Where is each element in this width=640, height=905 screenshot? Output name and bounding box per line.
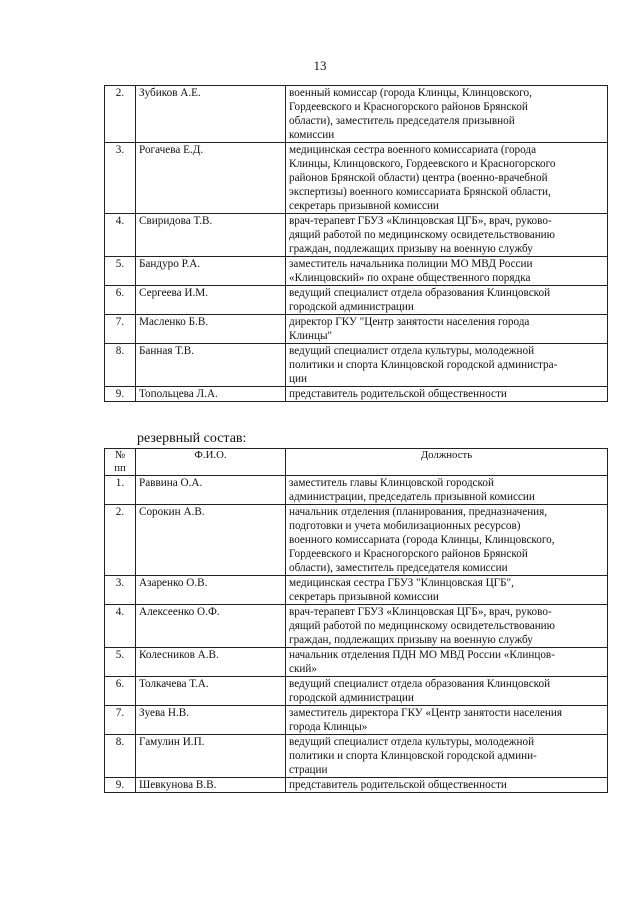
member-position: [286, 315, 608, 344]
member-name: Гамулин И.П.: [136, 735, 286, 778]
position-line: начальник отделения ПДН МО МВД России «Клинцов-: [289, 649, 555, 661]
member-name: Зубиков А.Е.: [136, 86, 286, 143]
member-name: Толкачева Т.А.: [136, 677, 286, 706]
row-number: 4.: [105, 605, 136, 648]
member-position: [286, 344, 608, 387]
table-row: [105, 576, 608, 605]
position-line: граждан, подлежащих призыву на военную службу: [289, 243, 533, 255]
position-line: города Клинцы»: [289, 721, 368, 733]
row-number: 8.: [105, 735, 136, 778]
row-number: 3.: [105, 576, 136, 605]
table-row: [105, 476, 608, 505]
main-table-body: [105, 86, 608, 402]
reserve-heading: резервный состав:: [137, 431, 247, 446]
position-line: Клинцы": [289, 330, 333, 342]
position-line: заместитель начальника полиции МО МВД России: [289, 258, 533, 270]
member-position: [286, 286, 608, 315]
member-position: [286, 387, 608, 402]
row-number: 6.: [105, 677, 136, 706]
position-line: врач-терапевт ГБУЗ «Клинцовская ЦГБ», врач, руково-: [289, 215, 552, 227]
position-line: военный комиссар (города Клинцы, Клинцовского,: [289, 87, 532, 99]
position-line: военного комиссариата (города Клинцы, Клинцовского,: [289, 534, 555, 546]
member-position: [286, 706, 608, 735]
header-position: Должность: [286, 449, 608, 476]
position-line: начальник отделения (планирования, предназначения,: [289, 506, 548, 518]
position-line: граждан, подлежащих призыву на военную службу: [289, 634, 533, 646]
member-name: Топольцева Л.А.: [136, 387, 286, 402]
position-line: Гордеевского и Красногорского районов Брянской: [289, 101, 528, 113]
position-line: секретарь призывной комиссии: [289, 200, 439, 212]
position-line: заместитель главы Клинцовской городской: [289, 477, 494, 489]
position-line: ции: [289, 373, 307, 385]
member-position: [286, 476, 608, 505]
row-number: 5.: [105, 648, 136, 677]
row-number: 2.: [105, 505, 136, 576]
position-line: ведущий специалист отдела образования Клинцовской: [289, 287, 551, 299]
row-number: 6.: [105, 286, 136, 315]
member-position: [286, 778, 608, 793]
row-number: 9.: [105, 778, 136, 793]
member-position: [286, 86, 608, 143]
position-line: медицинская сестра ГБУЗ "Клинцовская ЦГБ",: [289, 577, 514, 589]
header-number: № пп: [105, 449, 136, 476]
position-line: комиссии: [289, 129, 335, 141]
reserve-table-body: [105, 476, 608, 793]
member-name: Шевкунова В.В.: [136, 778, 286, 793]
position-line: секретарь призывной комиссии: [289, 591, 439, 603]
member-position: [286, 735, 608, 778]
table-row: [105, 286, 608, 315]
member-name: Раввина О.А.: [136, 476, 286, 505]
table-header-row: [105, 449, 608, 476]
table-row: [105, 257, 608, 286]
position-line: «Клинцовский» по охране общественного порядка: [289, 272, 531, 284]
member-name: Колесников А.В.: [136, 648, 286, 677]
table-row: [105, 735, 608, 778]
page-number: 13: [313, 58, 327, 73]
position-line: страции: [289, 764, 328, 776]
position-line: подготовки и учета мобилизационных ресурсов): [289, 520, 521, 532]
position-line: Гордеевского и Красногорского районов Брянской: [289, 548, 528, 560]
member-name: Алексеенко О.Ф.: [136, 605, 286, 648]
member-position: [286, 648, 608, 677]
position-line: врач-терапевт ГБУЗ «Клинцовская ЦГБ», врач, руково-: [289, 606, 552, 618]
member-name: Бандуро Р.А.: [136, 257, 286, 286]
row-number: 1.: [105, 476, 136, 505]
position-line: политики и спорта Клинцовской городской админи-: [289, 750, 537, 762]
row-number: 9.: [105, 387, 136, 402]
member-position: [286, 505, 608, 576]
position-line: экспертизы) военного комиссариата Брянской области,: [289, 186, 551, 198]
commission-reserve-table: [104, 448, 608, 793]
row-number: 5.: [105, 257, 136, 286]
position-line: медицинская сестра военного комиссариата (города: [289, 144, 537, 156]
member-position: [286, 214, 608, 257]
position-line: ский»: [289, 663, 317, 675]
table-row: [105, 706, 608, 735]
table-row: [105, 344, 608, 387]
position-line: ведущий специалист отдела образования Клинцовской: [289, 678, 551, 690]
row-number: 7.: [105, 706, 136, 735]
member-name: Сергеева И.М.: [136, 286, 286, 315]
member-position: [286, 257, 608, 286]
table-row: [105, 315, 608, 344]
position-line: области), заместитель председателя призывной: [289, 115, 515, 127]
member-name: Свиридова Т.В.: [136, 214, 286, 257]
position-line: представитель родительской общественности: [289, 779, 507, 791]
member-name: Сорокин А.В.: [136, 505, 286, 576]
table-row: [105, 214, 608, 257]
position-line: городской администрации: [289, 692, 414, 704]
member-position: [286, 576, 608, 605]
member-name: Рогачева Е.Д.: [136, 143, 286, 214]
commission-main-table: [104, 85, 608, 402]
position-line: ведущий специалист отдела культуры, молодежной: [289, 345, 535, 357]
table-row: [105, 505, 608, 576]
member-position: [286, 143, 608, 214]
table-row: [105, 143, 608, 214]
position-line: Клинцы, Клинцовского, Гордеевского и Красногорского: [289, 158, 556, 170]
member-name: Азаренко О.В.: [136, 576, 286, 605]
position-line: ведущий специалист отдела культуры, молодежной: [289, 736, 535, 748]
table-row: [105, 86, 608, 143]
table-row: [105, 387, 608, 402]
position-line: дящий работой по медицинскому освидетельствованию: [289, 229, 556, 241]
row-number: 7.: [105, 315, 136, 344]
row-number: 8.: [105, 344, 136, 387]
table-row: [105, 605, 608, 648]
position-line: политики и спорта Клинцовской городской администра-: [289, 359, 558, 371]
row-number: 2.: [105, 86, 136, 143]
position-line: представитель родительской общественности: [289, 388, 507, 400]
row-number: 4.: [105, 214, 136, 257]
member-position: [286, 605, 608, 648]
position-line: дящий работой по медицинскому освидетельствованию: [289, 620, 556, 632]
table-row: [105, 648, 608, 677]
position-line: городской администрации: [289, 301, 414, 313]
position-line: администрации, председатель призывной комиссии: [289, 491, 535, 503]
header-name: Ф.И.О.: [136, 449, 286, 476]
member-name: Банная Т.В.: [136, 344, 286, 387]
table-row: [105, 677, 608, 706]
position-line: районов Брянской области) центра (военно-врачебной: [289, 172, 548, 184]
table-row: [105, 778, 608, 793]
position-line: заместитель директора ГКУ «Центр занятости населения: [289, 707, 563, 719]
position-line: области), заместитель председателя комиссии: [289, 562, 508, 574]
row-number: 3.: [105, 143, 136, 214]
member-name: Зуева Н.В.: [136, 706, 286, 735]
position-line: директор ГКУ "Центр занятости населения города: [289, 316, 530, 328]
member-position: [286, 677, 608, 706]
member-name: Масленко Б.В.: [136, 315, 286, 344]
